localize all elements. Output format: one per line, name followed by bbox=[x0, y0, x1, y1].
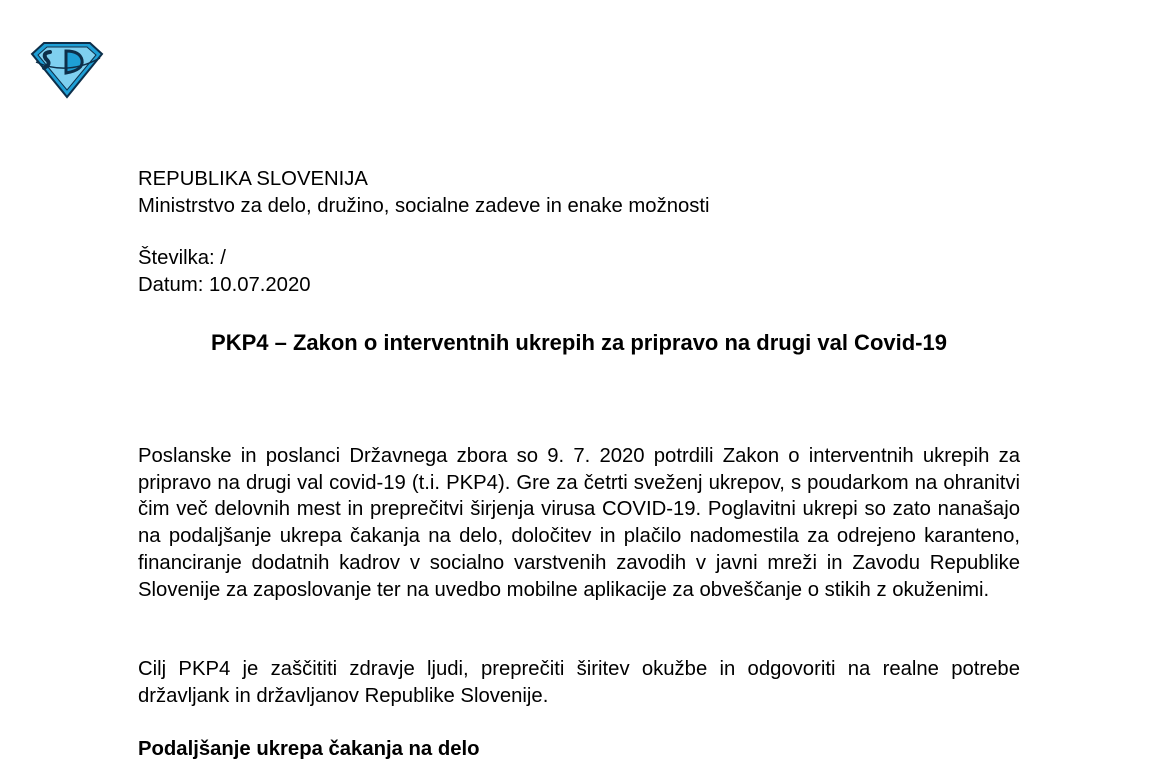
body-paragraph-1: Poslanske in poslanci Državnega zbora so 9. 7. 2020 potrdili Zakon o interventnih ukrepih za pripravo na drugi val covid-19 (t.i. PKP4). Gre za četrti sveženj ukrepov, s poudarkom na ohranitvi čim več delovnih mest in preprečitvi širjenja virusa COVID-19. Poglavitni ukrepi so zato nanašajo na podaljšanje ukrepa čakanja na delo, določitev in plačilo nadomestila za odrejeno karanteno, financiranje dodatnih kadrov v socialno varstvenih zavodih v javni mreži in Zavodu Republike Slovenije za zaposlovanje ter na uvedbo mobilne aplikacije za obveščanje o stikih z okuženimi. bbox=[138, 445, 1020, 601]
country-name: REPUBLIKA SLOVENIJA bbox=[138, 168, 368, 190]
section-heading: Podaljšanje ukrepa čakanja na delo bbox=[138, 738, 480, 760]
ministry-name: Ministrstvo za delo, družino, socialne zadeve in enake možnosti bbox=[138, 195, 710, 217]
document-meta bbox=[138, 245, 1020, 299]
letterhead bbox=[138, 166, 1020, 220]
document-date: Datum: 10.07.2020 bbox=[138, 274, 311, 296]
sd-diamond-logo-icon bbox=[30, 40, 104, 100]
body-paragraph-2: Cilj PKP4 je zaščititi zdravje ljudi, preprečiti širitev okužbe in odgovoriti na realne potrebe državljank in državljanov Republike Slovenije. bbox=[138, 658, 1020, 707]
document-title: PKP4 – Zakon o interventnih ukrepih za pripravo na drugi val Covid-19 bbox=[211, 330, 947, 355]
document-number: Številka: / bbox=[138, 247, 226, 269]
